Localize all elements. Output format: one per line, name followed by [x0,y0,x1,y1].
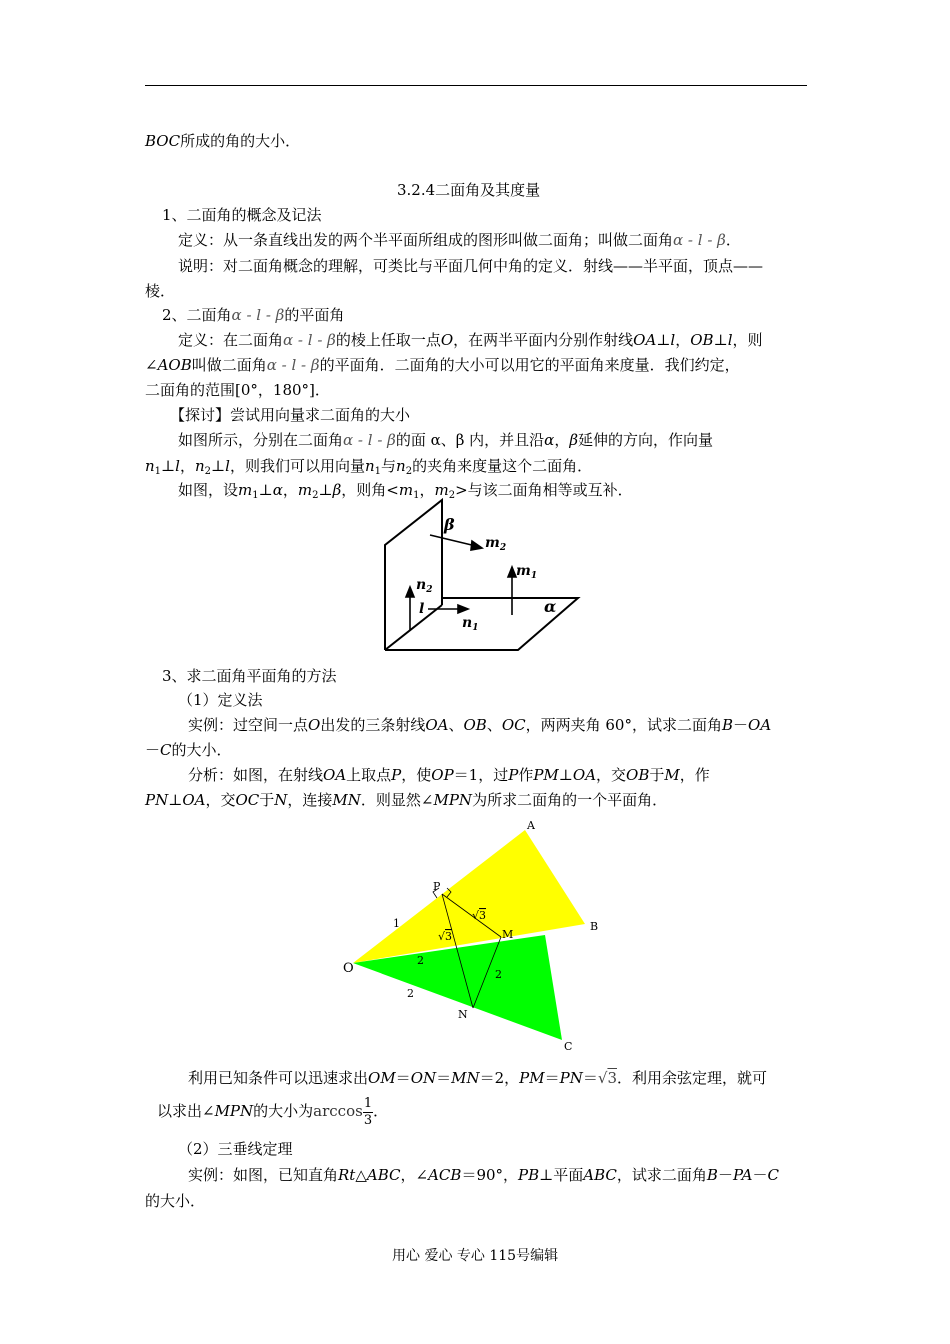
result-line-2: 以求出∠MPN的大小为arccos $\frac{1}{3}$ ． [157,1095,389,1128]
yellow-face-AOB [353,830,585,963]
heading-concept: 1、二面角的概念及记法 [162,206,322,224]
length-PM: √3 [472,909,487,922]
example1-line-1: 实例：过空间一点O出发的三条射线OA、OB、OC，两两夹角 60°，试求二面角B－OA [188,716,772,734]
label-C: C [564,1040,573,1053]
heading-methods: 3、求二面角平面角的方法 [162,667,337,685]
m2-label: $m_2$ [485,535,507,553]
triangle-figure [335,812,610,1057]
label-N: N [458,1008,468,1021]
example2-line-2: 的大小． [145,1192,206,1210]
plane-angle-def-1: 定义：在二面角α - l - β的棱上任取一点O，在两半平面内分别作射线OA⊥l，OB⊥l，则 [178,331,763,349]
label-A: A [527,819,535,832]
n2-arrowhead [406,587,414,597]
note-line-1: 说明：对二面角概念的理解，可类比与平面几何中角的定义．射线——半平面，顶点—— [178,257,764,275]
n1-label: $n_1$ [462,615,479,633]
length-PN: √3 [438,930,453,943]
plane-angle-def-2: ∠AOB叫做二面角α - l - β的平面角．二面角的大小可以用它的平面角来度量．我们约定， [145,356,740,374]
result-line-1: 利用已知条件可以迅速求出OM＝ON＝MN＝2，PM＝PN＝√3．利用余弦定理，就可 [188,1069,767,1087]
note-line-2: 棱． [145,282,176,300]
dihedral-figure [370,495,585,655]
header-rule [145,85,807,86]
length-MN: 2 [495,968,502,981]
n1-arrowhead [458,605,468,613]
label-B: B [590,920,599,933]
label-P: P [433,880,441,893]
analysis-line-1: 分析：如图，在射线OA上取点P，使OP＝1，过P作PM⊥OA，交OB于M，作 [188,766,710,784]
explore-line-3: 如图，设$m_1\perp\alpha$，$m_2\perp\beta$，则角$<m_1$，$m_2>$与该二面角相等或互补． [178,481,633,501]
label-O: O [343,961,354,976]
section-title: 3.2.4二面角及其度量 [397,181,541,199]
analysis-line-2: PN⊥OA，交OC于N，连接MN．则显然∠MPN为所求二面角的一个平面角． [145,791,668,809]
continuation-line: BOC所成的角的大小． [145,132,301,150]
length-ON: 2 [407,987,414,1000]
m1-arrowhead [508,567,516,577]
heading-plane-angle: 2、二面角α - l - β的平面角 [162,306,345,324]
method-three-perpendiculars: （2）三垂线定理 [178,1140,293,1158]
method-definition: （1）定义法 [178,691,263,709]
length-OM: 2 [417,954,424,967]
explore-title: 【探讨】尝试用向量求二面角的大小 [170,406,411,424]
definition-line: 定义：从一条直线出发的两个半平面所组成的图形叫做二面角；叫做二面角α - l - β． [178,231,741,249]
label-M: M [502,928,514,941]
alpha-label: α [544,597,557,616]
n2-label: $n_2$ [416,577,433,595]
plane-angle-def-3: 二面角的范围[0°，180°]． [145,381,330,399]
m1-label: $m_1$ [516,563,538,581]
beta-label: β [444,515,455,534]
l-label: l [419,601,425,617]
explore-line-1: 如图所示，分别在二面角α - l - β的面 α、β 内，并且沿α，β延伸的方向，作向量 [178,431,714,449]
example1-line-2: －C的大小． [145,741,232,759]
explore-line-2: $n_1\perp l$，$n_2\perp l$，则我们可以用向量$n_1$与$n_2$的夹角来度量这个二面角． [145,457,593,477]
example2-line-1: 实例：如图，已知直角Rt△ABC，∠ACB＝90°，PB⊥平面ABC，试求二面角B－PA－C [188,1166,780,1184]
edge-line [385,605,442,650]
m2-arrowhead [471,541,482,550]
page-footer: 用心 爱心 专心 115号编辑 [392,1248,559,1264]
fraction-one-third: $\frac{1}{3}$ [363,1095,373,1128]
length-OP: 1 [393,917,400,930]
